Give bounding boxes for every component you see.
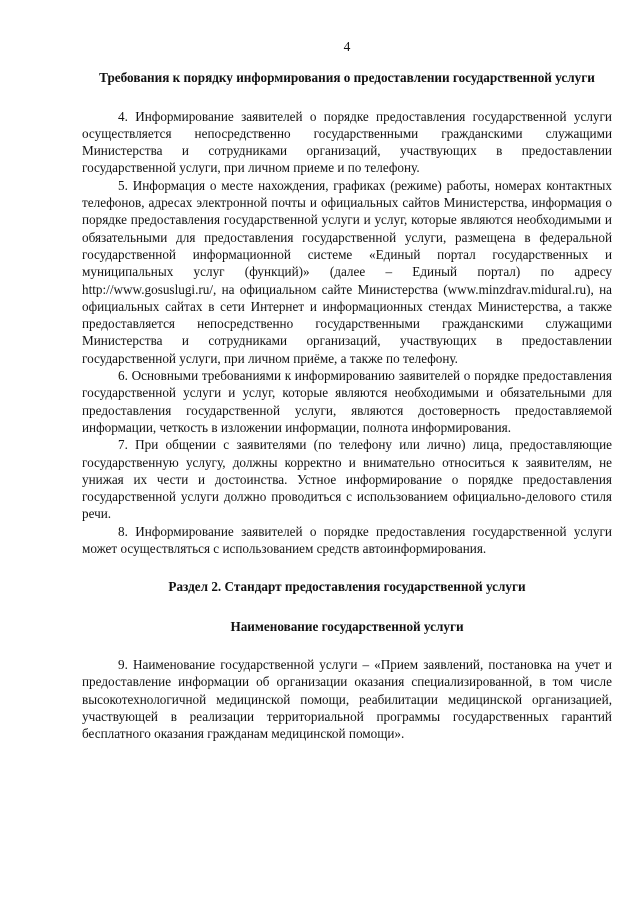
document-page [82,38,612,742]
subheading-service-name: Наименование государственной услуги [230,618,464,634]
part-heading-standard: Раздел 2. Стандарт предоставления государственной услуги [168,579,526,595]
page-number: 4 [343,39,351,54]
paragraph-9: 9. Наименование государственной услуги – «Прием заявлений, постановка на учет и предоставление информации об организации оказания специализированной, в том числе высокотехнологичной медицинской помощи, реабилитации медицинской организацией, участвующей в реализации территориальной программы государственных гарантий бесплатного оказания гражданам медицинской помощи». [82,656,612,742]
paragraph-6: 6. Основными требованиями к информированию заявителей о порядке предоставления государственной услуги и услуг, которые являются необходимыми и обязательными для предоставления государственной услуги, являются достоверность предоставляемой информации, четкость в изложении информации, полнота информирования. [82,368,612,435]
paragraph-4: 4. Информирование заявителей о порядке предоставления государственной услуги осуществляется непосредственно государственными гражданскими служащими Министерства и сотрудниками организаций, участвующих в предоставлении государственной услуги, при личном приеме и по телефону. [82,108,612,176]
paragraph-7: 7. При общении с заявителями (по телефону или лично) лица, предоставляющие государственную услугу, должны корректно и внимательно относиться к заявителям, не унижая их чести и достоинства. Устное информирование о порядке предоставления государственной услуги должно проводиться с использованием официально-делового стиля речи. [82,437,612,522]
section-heading-informing: Требования к порядку информирования о предоставлении государственной услуги [99,70,595,86]
paragraph-8: 8. Информирование заявителей о порядке предоставления государственной услуги может осуществляться с использованием средств автоинформирования. [82,523,612,557]
paragraph-5: 5. Информация о месте нахождения, графиках (режиме) работы, номерах контактных телефонов, адресах электронной почты и официальных сайтов Министерства, информация о порядке предоставления государственной услуги и услуг, которые являются необходимыми и обязательными для предоставления государственной услуги, размещена в федеральной государственной информационной системе «Единый портал государственных и муниципальных услуг (функций)» (далее – Единый портал) по адресу http://www.gosuslugi.ru/, на официальном сайте Министерства (www.minzdrav.midural.ru), на официальных сайтах в сети Интернет и информационных стендах Министерства, а также предоставляется непосредственно государственными гражданскими служащими Министерства и сотрудниками организаций, участвующих в предоставлении государственной услуги, при личном приёме, а также по телефону. [82,177,612,366]
